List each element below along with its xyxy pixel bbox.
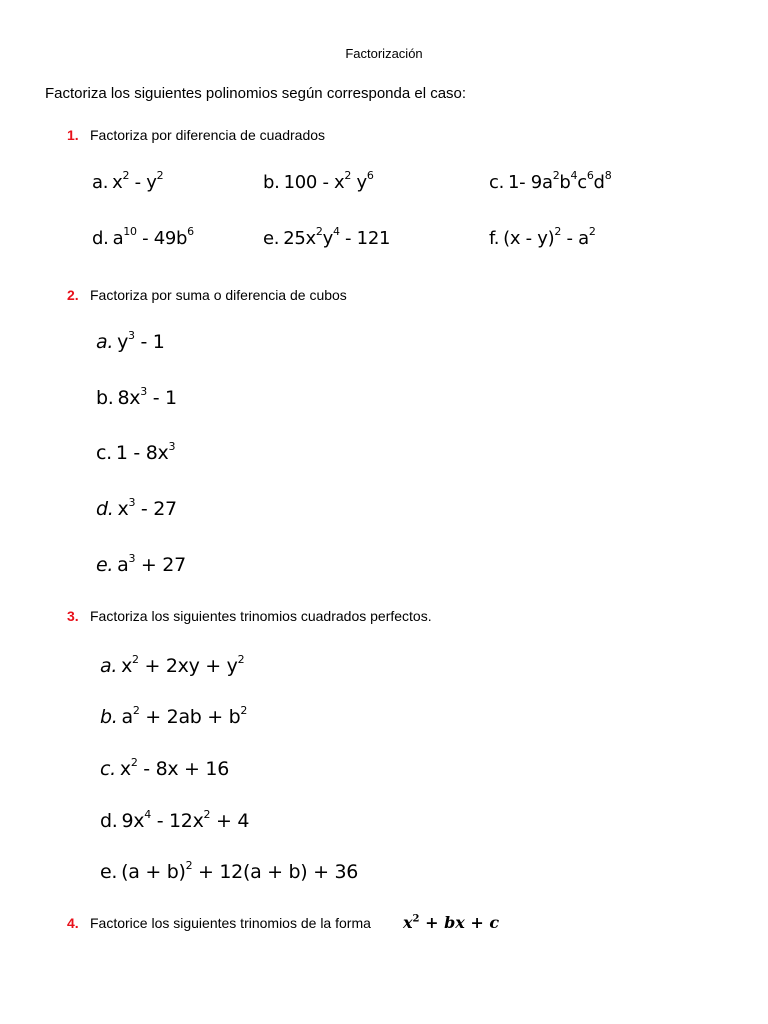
- exercise-label: c.: [96, 442, 112, 464]
- expression-text: + 4: [210, 810, 250, 832]
- exercise-expression: [115, 439, 176, 464]
- exercise-2a: [96, 328, 165, 353]
- exercise-3a: [100, 652, 245, 677]
- exercise-1f: [489, 225, 596, 249]
- exponent: 10: [123, 225, 137, 238]
- exercise-expression: [283, 169, 374, 193]
- expression-text: - 1: [146, 387, 177, 409]
- exponent: 4: [570, 169, 578, 182]
- section-title: Factoriza por suma o diferencia de cubos: [90, 287, 347, 303]
- section-2-heading: [67, 287, 347, 305]
- section-3-heading: [67, 608, 432, 626]
- exponent: 2: [132, 703, 140, 717]
- expression-text: - 27: [135, 498, 177, 520]
- section-title: Factorice los siguientes trinomios de la forma: [90, 915, 371, 931]
- exercise-1b: [263, 169, 374, 193]
- expression-text: (x - y): [503, 228, 555, 249]
- expression-text: 100 - x: [283, 172, 345, 193]
- section-title: Factoriza los siguientes trinomios cuadrados perfectos.: [90, 608, 432, 624]
- expression-text: + 12(a + b) + 36: [192, 861, 359, 883]
- exercise-3e: [100, 858, 359, 883]
- expression-text: + 2xy + y: [138, 655, 238, 677]
- expression-text: 25x: [283, 228, 316, 249]
- exercise-2c: [96, 439, 176, 464]
- expression-text: y: [117, 331, 129, 353]
- exercise-2b: [96, 384, 177, 409]
- trinomial-form-formula: [403, 913, 499, 932]
- exercise-expression: [121, 858, 359, 883]
- exercise-1d: [92, 225, 194, 249]
- exercise-3d: [100, 807, 250, 832]
- exponent: 2: [240, 703, 248, 717]
- exercise-label: c.: [489, 172, 505, 193]
- expression-text: a: [112, 228, 124, 249]
- exercise-label: a.: [96, 331, 114, 353]
- exponent: 2: [203, 807, 211, 821]
- exercise-label: f.: [489, 228, 500, 249]
- exponent: 2: [185, 858, 193, 872]
- exponent: 4: [144, 807, 151, 821]
- exercise-1a: [92, 169, 164, 193]
- exercise-label: a.: [92, 172, 109, 193]
- exponent: 3: [168, 439, 176, 453]
- exercise-expression: [121, 703, 248, 728]
- exponent: 2: [344, 169, 352, 182]
- exercise-1e: [263, 225, 391, 249]
- expression-text: x: [117, 498, 129, 520]
- exponent: 3: [128, 551, 136, 565]
- expression-text: d: [593, 172, 605, 193]
- expression-text: - 8x + 16: [137, 758, 229, 780]
- exercise-label: d.: [92, 228, 109, 249]
- exercise-label: d.: [96, 498, 114, 520]
- exercise-expression: [117, 328, 165, 353]
- expression-text: 1- 9a: [508, 172, 553, 193]
- section-4-heading: [67, 915, 371, 933]
- exercise-2d: [96, 495, 177, 520]
- exponent: 2: [315, 225, 323, 238]
- exponent: 3: [128, 495, 136, 509]
- exponent: 2: [412, 913, 420, 925]
- expression-text: x: [403, 913, 413, 932]
- section-title: Factoriza por diferencia de cuadrados: [90, 127, 326, 143]
- expression-text: + bx + c: [419, 913, 500, 932]
- expression-text: - 121: [339, 228, 391, 249]
- exercise-label: e.: [96, 554, 114, 576]
- exponent: 2: [554, 225, 562, 238]
- exponent: 3: [140, 384, 147, 398]
- section-number: 1.: [67, 127, 79, 143]
- intro-text: Factoriza los siguientes polinomios según corresponda el caso:: [45, 85, 467, 102]
- exercise-label: d.: [100, 810, 118, 832]
- section-number: 3.: [67, 608, 79, 624]
- document-title: Factorización: [345, 46, 423, 61]
- exercise-expression: [117, 551, 186, 576]
- expression-text: y: [351, 172, 367, 193]
- expression-text: 9x: [121, 810, 145, 832]
- expression-text: - 12x: [150, 810, 204, 832]
- exercise-expression: [112, 169, 164, 193]
- expression-text: + 27: [135, 554, 186, 576]
- expression-text: - y: [129, 172, 157, 193]
- exercise-1c: [489, 169, 612, 193]
- expression-text: (a + b): [121, 861, 186, 883]
- exercise-expression: [121, 652, 245, 677]
- exponent: 4: [332, 225, 340, 238]
- section-number: 2.: [67, 287, 79, 303]
- section-number: 4.: [67, 915, 79, 931]
- exercise-label: e.: [100, 861, 118, 883]
- expression-text: 8x: [117, 387, 141, 409]
- expression-text: + 2ab + b: [139, 706, 241, 728]
- exercise-expression: [283, 225, 391, 249]
- exercise-label: b.: [263, 172, 280, 193]
- exponent: 2: [588, 225, 596, 238]
- exercise-label: a.: [100, 655, 118, 677]
- expression-text: - 1: [134, 331, 165, 353]
- expression-text: y: [322, 228, 333, 249]
- exercise-3b: [100, 703, 248, 728]
- exercise-3c: [100, 755, 229, 780]
- section-1-heading: [67, 127, 325, 145]
- exercise-expression: [112, 225, 194, 249]
- expression-text: a: [121, 706, 133, 728]
- exercise-expression: [117, 384, 177, 409]
- expression-text: b: [559, 172, 571, 193]
- exercise-expression: [117, 495, 177, 520]
- expression-text: x: [112, 172, 123, 193]
- exponent: 3: [128, 328, 135, 342]
- expression-text: x: [121, 655, 133, 677]
- exercise-label: c.: [100, 758, 116, 780]
- exponent: 6: [586, 169, 594, 182]
- expression-text: - 49b: [136, 228, 188, 249]
- exponent: 6: [187, 225, 194, 238]
- exponent: 2: [130, 755, 138, 769]
- exponent: 2: [552, 169, 560, 182]
- exponent: 2: [237, 652, 245, 666]
- exponent: 2: [132, 652, 139, 666]
- exercise-label: e.: [263, 228, 280, 249]
- exponent: 8: [604, 169, 612, 182]
- expression-text: 1 - 8x: [115, 442, 169, 464]
- expression-text: x: [119, 758, 131, 780]
- expression-text: - a: [561, 228, 589, 249]
- exercise-label: b.: [100, 706, 118, 728]
- expression-text: a: [117, 554, 129, 576]
- exponent: 6: [366, 169, 374, 182]
- exercise-expression: [508, 169, 612, 193]
- exponent: 2: [122, 169, 130, 182]
- exercise-expression: [121, 807, 250, 832]
- exercise-label: b.: [96, 387, 114, 409]
- exercise-expression: [503, 225, 596, 249]
- exercise-expression: [119, 755, 229, 780]
- expression-text: c: [577, 172, 587, 193]
- exponent: 2: [156, 169, 164, 182]
- exercise-2e: [96, 551, 186, 576]
